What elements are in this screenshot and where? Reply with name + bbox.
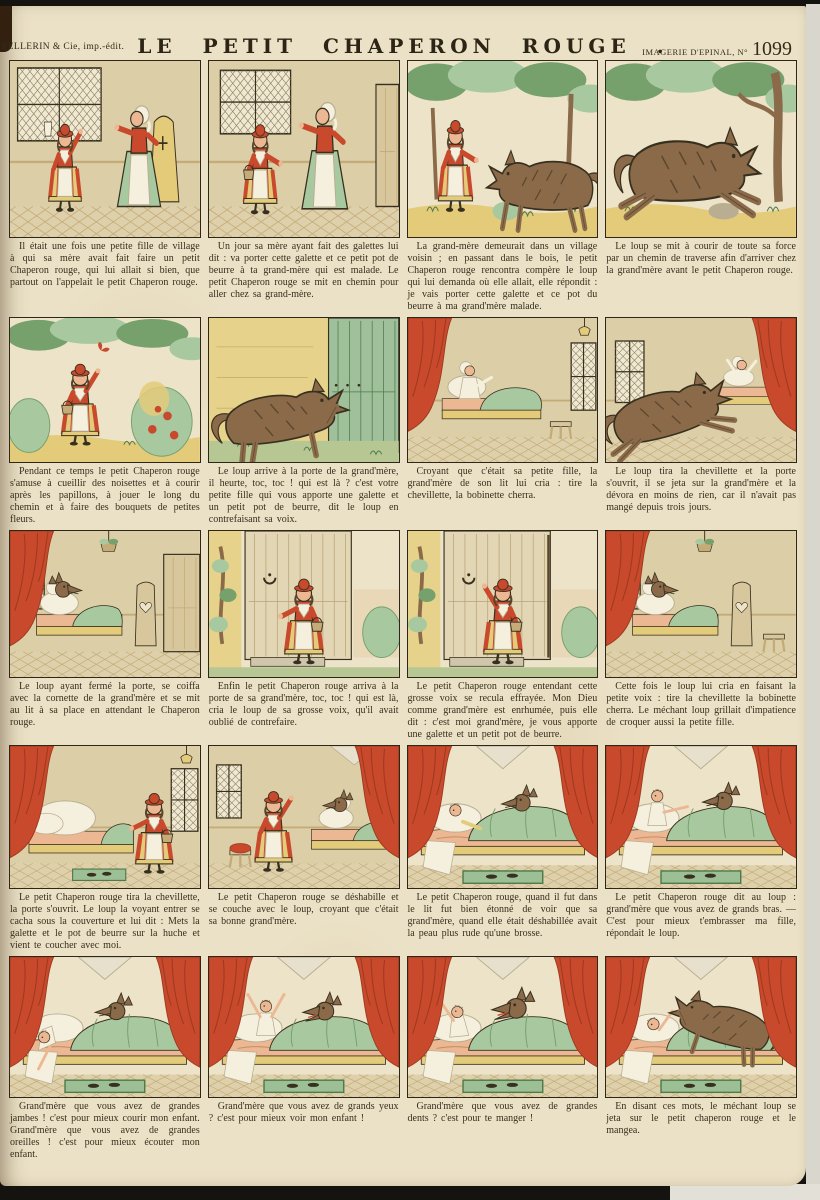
scene-wolf-at-door	[209, 318, 399, 462]
scene-wolf-in-bed-calling	[606, 531, 796, 677]
publisher-imprint: PELLERIN & Cie, imp.-édit.	[2, 42, 125, 52]
panel-row	[9, 956, 797, 1163]
panel-caption-14: Le petit Chaperon rouge se déshabille et se couche avec le loup, croyant que c'était sa bonne grand'mère.	[208, 892, 399, 927]
page-title: LE PETIT CHAPERON ROUGE .	[137, 34, 669, 58]
scene-girl-undressing-bedside	[209, 746, 399, 888]
panel-caption-19: Grand'mère que vous avez de grandes dents ? c'est pour te manger !	[407, 1101, 598, 1124]
scene-girl-knocks-at-door	[209, 531, 399, 677]
panel-caption-12: Cette fois le loup lui cria en faisant la petite voix : tire la chevillette la bobinette cherra. Le méchant loup grillait d'impatience de croquer aussi la petite fille.	[606, 681, 796, 728]
photo-background-corner	[670, 1184, 820, 1200]
panel-caption-1: Il était une fois une petite fille de village à qui sa mère avait fait faire un petit Chaperon rouge, qui lui allait si bien, que partout on l'appelait le petit Chaperon rouge.	[10, 241, 200, 288]
scene-forest-wolf-running	[606, 61, 796, 237]
panel-illustration-15	[407, 745, 599, 889]
scene-girl-enters-bedroom	[10, 746, 200, 888]
panel-caption-10: Enfin le petit Chaperon rouge arriva à la porte de sa grand'mère, toc, toc ! qui est là, cria le loup de sa grosse voix, qu'il avait oublié de contrefaire.	[208, 681, 399, 728]
panel-illustration-7	[407, 317, 599, 463]
story-panel-11	[407, 530, 599, 743]
panel-row	[9, 530, 797, 743]
panel-caption-13: Le petit Chaperon rouge tira la chevillette, la porte s'ouvrit. Le loup la voyant entrer se cacha sous la couverture et lui dit : Mets la galette et le pot de beurre sur la huche et vient te coucher avec moi.	[10, 892, 200, 951]
panel-caption-15: Le petit Chaperon rouge, quand il fut dans le lit fut bien étonné de voir que sa grand'mère, quand elle était déshabillée avait la peau plus rude qu'une brosse.	[407, 892, 598, 939]
panel-row	[9, 60, 797, 315]
print-page	[0, 6, 806, 1186]
scene-wolf-attacks-grandmother	[606, 318, 796, 462]
photo-background-right	[806, 4, 820, 1200]
panel-illustration-16	[605, 745, 797, 889]
story-panel-15	[407, 745, 599, 954]
story-panel-2	[208, 60, 400, 315]
story-panel-6	[208, 317, 400, 528]
scene-wolf-in-bed	[10, 531, 200, 677]
panel-illustration-5	[9, 317, 201, 463]
panel-caption-16: Le petit Chaperon rouge dit au loup : grand'mère que vous avez de grands bras. — C'est pour mieux t'embrasser ma fille, répondait le loup.	[606, 892, 796, 939]
panel-caption-4: Le loup se mit à courir de toute sa force par un chemin de traverse afin d'arriver chez la grand'mère avant le petit Chaperon rouge.	[606, 241, 796, 276]
panel-illustration-13	[9, 745, 201, 889]
panel-illustration-12	[605, 530, 797, 678]
scene-girl-and-wolf-in-bed-eyes	[209, 957, 399, 1097]
panel-illustration-3	[407, 60, 599, 238]
panel-caption-6: Le loup arrive à la porte de la grand'mère, il heurte, toc, toc ! qui est là ? c'est votre petite fille qui vous apporte une galette et un petit pot de beurre, dit le loup en contrefaisant sa voix.	[208, 466, 399, 525]
panel-caption-20: En disant ces mots, le méchant loup se jeta sur le petit chaperon rouge et le mangea.	[606, 1101, 796, 1136]
panel-caption-18: Grand'mère que vous avez de grands yeux ? c'est pour mieux voir mon enfant !	[208, 1101, 399, 1124]
panel-illustration-17	[9, 956, 201, 1098]
panel-illustration-14	[208, 745, 400, 889]
panel-caption-2: Un jour sa mère ayant fait des galettes lui dit : va porter cette galette et ce petit pot de beurre à ta grand-mère qui est malade. Le petit Chaperon rouge se mit en chemin pour aller chez sa grand-mère.	[208, 241, 399, 300]
scene-girl-and-wolf-in-bed-legs	[10, 957, 200, 1097]
panel-caption-3: La grand-mère demeurait dans un village voisin ; en passant dans le bois, le petit Chaperon rouge rencontra compère le loup qui lui demanda où elle allait, elle répondit : je vais porter cette galette et ce pot du beurre à ma grand'mère malade.	[407, 241, 598, 312]
scene-girl-and-wolf-in-bed	[408, 746, 598, 888]
story-panel-9	[9, 530, 201, 743]
panel-caption-5: Pendant ce temps le petit Chaperon rouge s'amuse à cueillir des noisettes et à courir après les papillons, à jouer le long du chemin et à faire des bouquets de petites fleurs.	[10, 466, 200, 525]
page-header	[0, 34, 806, 60]
story-panel-14	[208, 745, 400, 954]
story-panel-8	[605, 317, 797, 528]
scene-wolf-devours-girl	[606, 957, 796, 1097]
panel-illustration-19	[407, 956, 599, 1098]
panel-row	[9, 317, 797, 528]
scene-girl-and-wolf-in-bed-teeth	[408, 957, 598, 1097]
panel-illustration-9	[9, 530, 201, 678]
panel-row	[9, 745, 797, 954]
panel-illustration-4	[605, 60, 797, 238]
story-panel-16	[605, 745, 797, 954]
panel-illustration-2	[208, 60, 400, 238]
panel-illustration-11	[407, 530, 599, 678]
panel-illustration-20	[605, 956, 797, 1098]
story-panel-4	[605, 60, 797, 315]
panel-caption-8: Le loup tira la chevillette et la porte s'ouvrit, il se jeta sur la grand'mère et la dévora en moins de rien, car il n'avait pas mangé depuis trois jours.	[606, 466, 796, 513]
scene-interior-mother-gives-basket	[209, 61, 399, 237]
series-imprint	[642, 38, 792, 61]
story-panel-19	[407, 956, 599, 1163]
series-label: IMAGERIE D'EPINAL, N°	[642, 47, 748, 57]
story-panel-3	[407, 60, 599, 315]
scene-girl-at-door-listening	[408, 531, 598, 677]
panel-illustration-18	[208, 956, 400, 1098]
scene-forest-girl-meets-wolf	[408, 61, 598, 237]
story-panel-20	[605, 956, 797, 1163]
story-panel-10	[208, 530, 400, 743]
panel-caption-9: Le loup ayant fermé la porte, se coiffa avec la cornette de la grand'mère et se mit au lit à sa place en attendant le Chaperon rouge.	[10, 681, 200, 728]
panel-grid	[9, 60, 797, 1165]
story-panel-1	[9, 60, 201, 315]
scene-grandmother-in-bed	[408, 318, 598, 462]
story-panel-13	[9, 745, 201, 954]
story-panel-18	[208, 956, 400, 1163]
panel-illustration-1	[9, 60, 201, 238]
scene-garden-girl-flowers	[10, 318, 200, 462]
panel-caption-11: Le petit Chaperon rouge entendant cette grosse voix se recula effrayée. Mon Dieu comme grand'mère est enrhumée, puis elle dit : c'est moi grand'mère, je vous apporte une galette et un petit pot de beurre.	[407, 681, 598, 740]
story-panel-17	[9, 956, 201, 1163]
panel-caption-7: Croyant que c'était sa petite fille, la grand'mère de son lit lui cria : tire la chevillette, la bobinette cherra.	[407, 466, 598, 501]
panel-caption-17: Grand'mère que vous avez de grandes jambes ! c'est pour mieux courir mon enfant. Grand'mère que vous avez de grandes oreilles ! c'est pour mieux écouter mon enfant.	[10, 1101, 200, 1160]
story-panel-5	[9, 317, 201, 528]
panel-illustration-10	[208, 530, 400, 678]
panel-illustration-6	[208, 317, 400, 463]
scene-girl-and-wolf-in-bed-arms	[606, 746, 796, 888]
story-panel-12	[605, 530, 797, 743]
scene-interior-mother-and-girl	[10, 61, 200, 237]
plate-number: 1099	[752, 38, 792, 60]
story-panel-7	[407, 317, 599, 528]
panel-illustration-8	[605, 317, 797, 463]
